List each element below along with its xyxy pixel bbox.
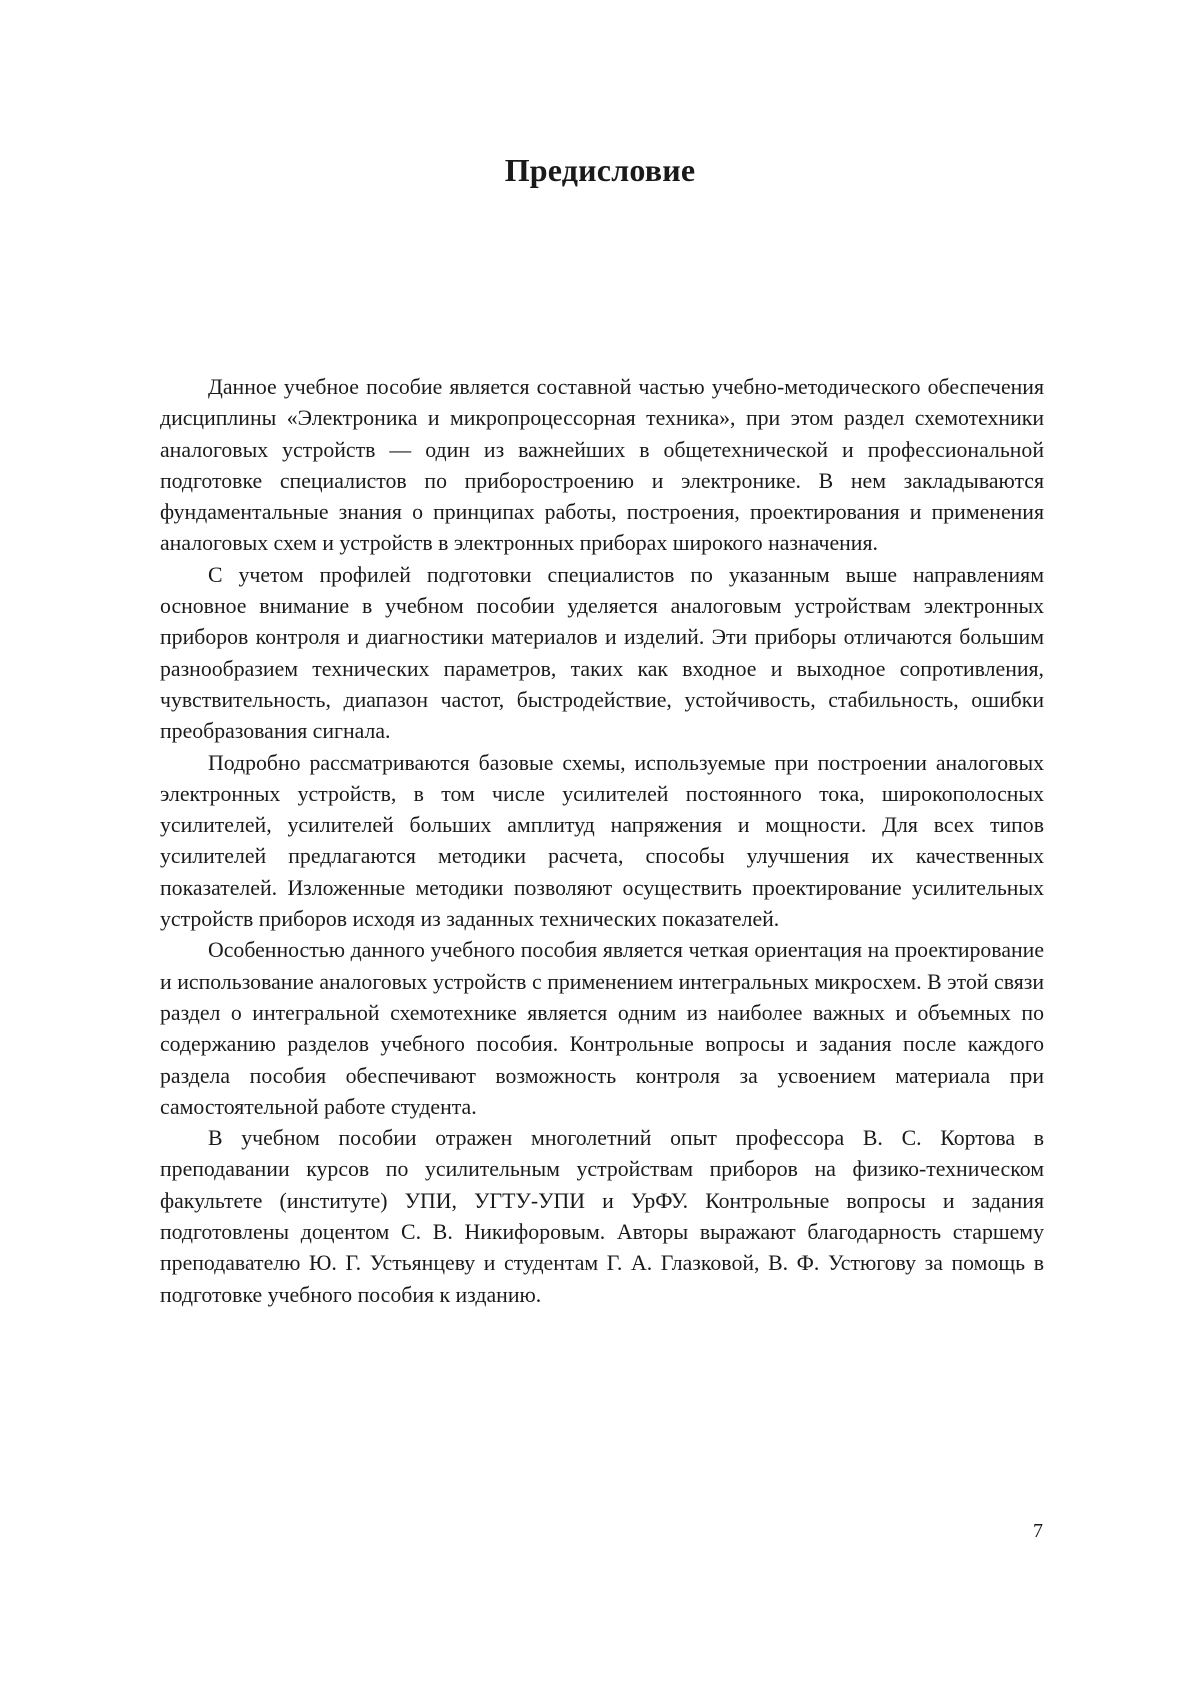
- paragraph-2: С учетом профилей подготовки специалистов по указанным выше направлениям основное внимание в учебном пособии уделяется аналоговым устройствам электронных приборов контроля и диагностики материалов и изделий. Эти приборы отличаются большим разнообразием технических параметров, таких как входное и выходное сопротивления, чувствительность, диапазон частот, быстродействие, устойчивость, стабильность, ошибки преобразования сигнала.: [160, 562, 1044, 744]
- body-text: [160, 372, 1044, 1311]
- paragraph-1: Данное учебное пособие является составной частью учебно-методического обеспечения дисциплины «Электроника и микропроцессорная техника», при этом раздел схемотехники аналоговых устройств — один из важнейших в общетехнической и профессиональной подготовке специалистов по приборостроению и электронике. В нем закладываются фундаментальные знания о принципах работы, построения, проектирования и применения аналоговых схем и устройств в электронных приборах широкого назначения.: [160, 375, 1044, 556]
- paragraph-3: Подробно рассматриваются базовые схемы, используемые при построении аналоговых электронных устройств, в том числе усилителей постоянного тока, широкополосных усилителей, усилителей больших амплитуд напряжения и мощности. Для всех типов усилителей предлагаются методики расчета, способы улучшения их качественных показателей. Изложенные методики позволяют осуществить проектирование усилительных устройств приборов исходя из заданных технических показателей.: [160, 750, 1044, 932]
- paragraph-5: В учебном пособии отражен многолетний опыт профессора В. С. Кортова в преподавании курсов по усилительным устройствам приборов на физико-техническом факультете (институте) УПИ, УГТУ-УПИ и УрФУ. Контрольные вопросы и задания подготовлены доцентом С. В. Никифоровым. Авторы выражают благодарность старшему преподавателю Ю. Г. Устьянцеву и студентам Г. А. Глазковой, В. Ф. Устюгову за помощь в подготовке учебного пособия к изданию.: [160, 1126, 1044, 1307]
- page-title: Предисловие: [504, 152, 696, 188]
- page-number: 7: [1033, 1520, 1043, 1542]
- paragraph-4: Особенностью данного учебного пособия является четкая ориентация на проектирование и использование аналоговых устройств с применением интегральных микросхем. В этой связи раздел о интегральной схемотехнике является одним из наиболее важных и объемных по содержанию разделов учебного пособия. Контрольные вопросы и задания после каждого раздела пособия обеспечивают возможность контроля за усвоением материала при самостоятельной работе студента.: [160, 938, 1044, 1119]
